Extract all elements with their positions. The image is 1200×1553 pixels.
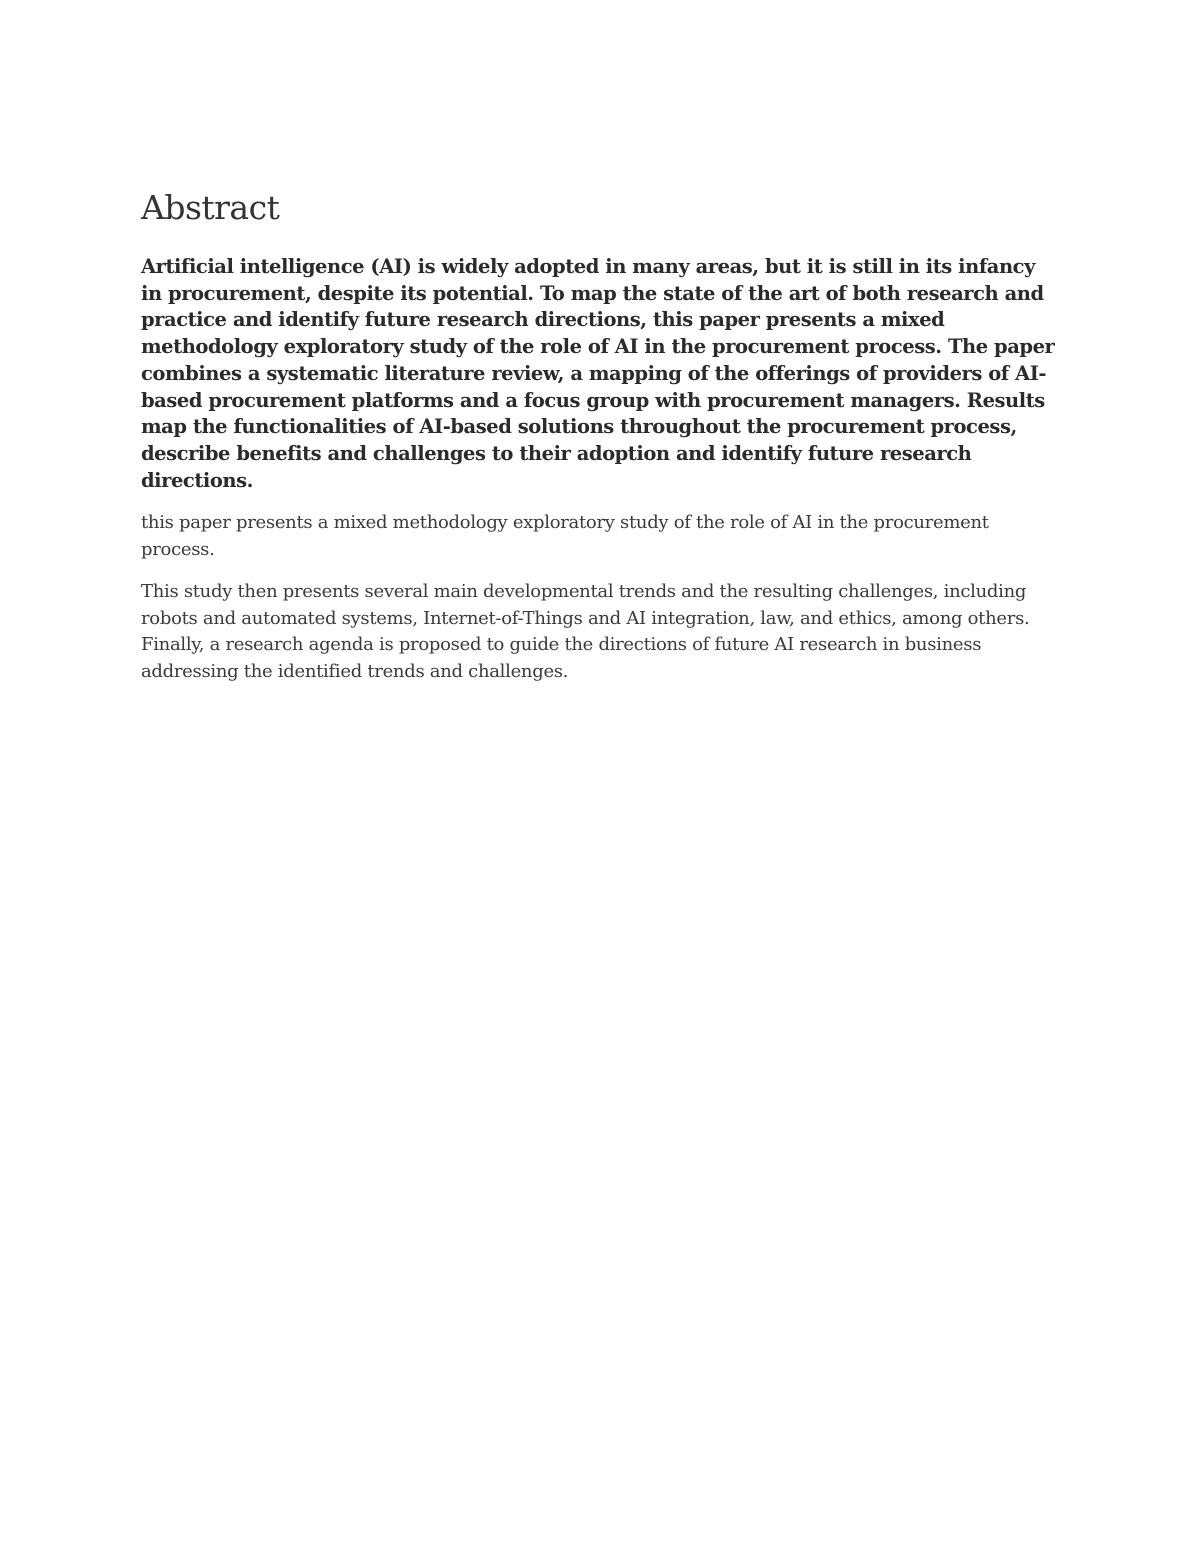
abstract-bold-paragraph: Artificial intelligence (AI) is widely adopted in many areas, but it is still in its infancy in procurement, despite its potential. To map the state of the art of both research and practice and identify future research directions, this paper presents a mixed methodology exploratory study of the role of AI in the procurement process. The paper combines a systematic literature review, a mapping of the offerings of providers of AI-based procurement platforms and a focus group with procurement managers. Results map the functionalities of AI-based solutions throughout the procurement process, describe benefits and challenges to their adoption and identify future research directions.	[141, 255, 1055, 492]
abstract-heading: Abstract	[141, 188, 280, 227]
document-content	[141, 188, 1061, 701]
methodology-paragraph: this paper presents a mixed methodology exploratory study of the role of AI in the procurement process.	[141, 512, 989, 560]
trends-paragraph: This study then presents several main developmental trends and the resulting challenges, including robots and automated systems, Internet-of-Things and AI integration, law, and ethics, among others. Finally, a research agenda is proposed to guide the directions of future AI research in business addressing the identified trends and challenges.	[141, 581, 1030, 682]
